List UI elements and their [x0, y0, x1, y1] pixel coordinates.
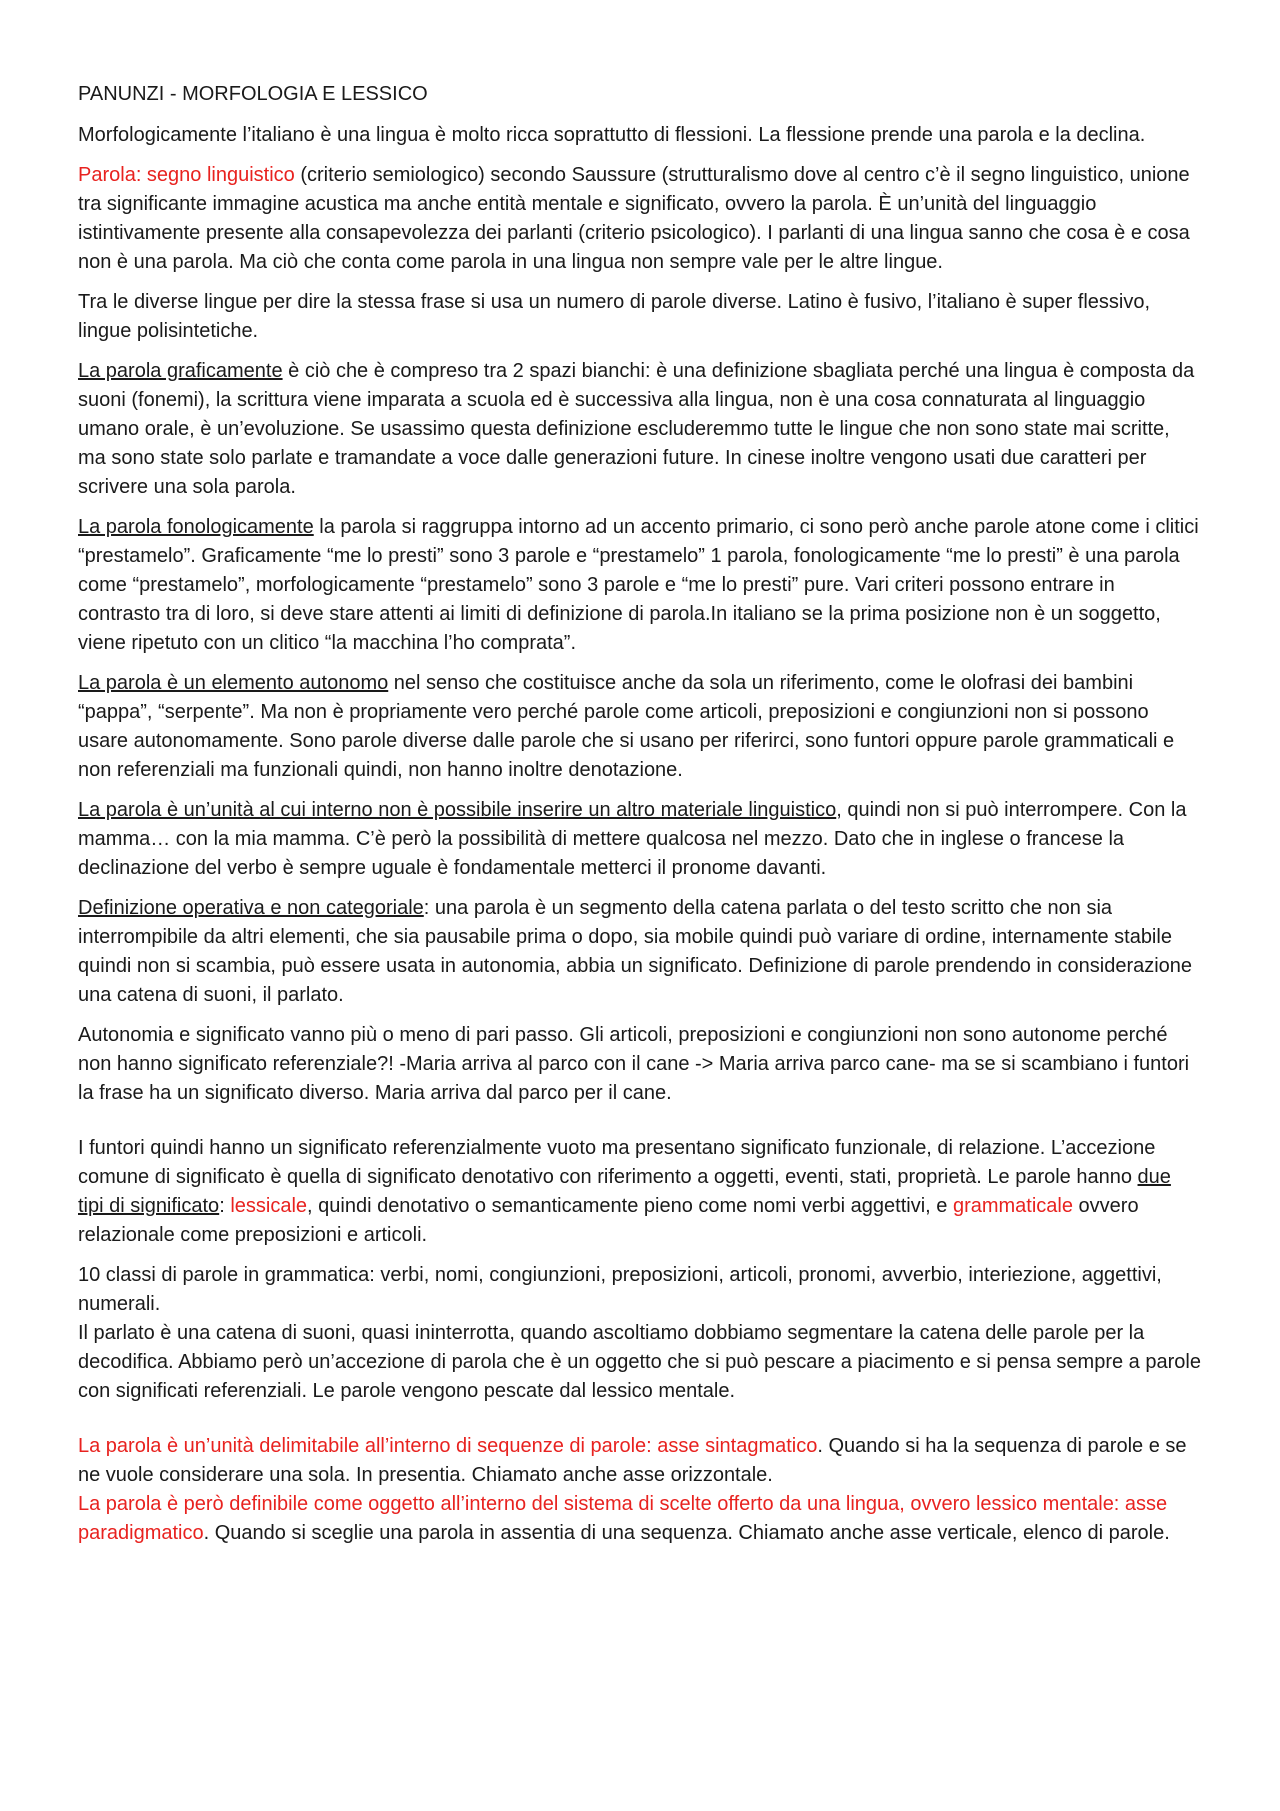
term-segno-linguistico: Parola: segno linguistico [78, 164, 295, 186]
term-asse-paradigmatico: La parola è però definibile come oggetto all’interno del sistema di scelte offerto da una lingua, ovvero lessico mentale: asse paradigmatico [78, 1493, 1168, 1544]
paragraph-segno-linguistico [78, 161, 1202, 277]
paragraph-funtori [78, 1134, 1202, 1250]
paragraph-autonomo [78, 669, 1202, 785]
document-page [78, 80, 1202, 1559]
term-grammaticale: grammaticale [952, 1195, 1073, 1217]
paragraph-text: , quindi denotativo o semanticamente pieno come nomi verbi aggettivi, e [307, 1195, 953, 1217]
paragraph-classi-parole: 10 classi di parole in grammatica: verbi, nomi, congiunzioni, preposizioni, articoli, pronomi, avverbio, interiezione, aggettivi, numerali. [78, 1264, 1162, 1315]
paragraph-text: I funtori quindi hanno un significato referenzialmente vuoto ma presentano significato funzionale, di relazione. L’accezione comune di significato è quella di significato denotativo con riferimento a oggetti, eventi, stati, proprietà. Le parole hanno [78, 1137, 1156, 1188]
paragraph-text: . Quando si sceglie una parola in assentia di una sequenza. Chiamato anche asse verticale, elenco di parole. [203, 1522, 1170, 1544]
paragraph-flessione: Morfologicamente l’italiano è una lingua è molto ricca soprattutto di flessioni. La flessione prende una parola e la declina. [78, 124, 1146, 146]
paragraph-autonomia-significato: Autonomia e significato vanno più o meno di pari passo. Gli articoli, preposizioni e congiunzioni non sono autonome perché non hanno significato referenziale?! -Maria arriva al parco con il cane -> Maria arriva parco cane- ma se si scambiano i funtori la frase ha un significato diverso. Maria arriva dal parco per il cane. [78, 1024, 1190, 1104]
document-title: PANUNZI - MORFOLOGIA E LESSICO [78, 83, 428, 105]
paragraph-asse-sintagmatico [78, 1432, 1202, 1490]
term-graficamente: La parola graficamente [78, 360, 283, 382]
term-due-tipi: due tipi di significato [78, 1166, 1171, 1217]
term-ininterrompibile: La parola è un’unità al cui interno non è possibile inserire un altro materiale linguistico [78, 799, 837, 821]
paragraph-parlato: Il parlato è una catena di suoni, quasi ininterrotta, quando ascoltiamo dobbiamo segmentare la catena delle parole per la decodifica. Abbiamo però un’accezione di parola che è un oggetto che si può pescare a piacimento e si pensa sempre a parole con significati referenziali. Le parole vengono pescate dal lessico mentale. [78, 1322, 1201, 1402]
paragraph-text: è ciò che è compreso tra 2 spazi bianchi: è una definizione sbagliata perché una lingua è composta da suoni (fonemi), la scrittura viene imparata a scuola ed è successiva alla lingua, non è una cosa connaturata al linguaggio umano orale, è un’evoluzione. Se usassimo questa definizione escluderemmo tutte le lingue che non sono state mai scritte, ma sono state solo parlate e tramandate a voce dalle generazioni future. In cinese inoltre vengono usati due caratteri per scrivere una sola parola. [78, 360, 1195, 498]
paragraph-text: . Quando si ha la sequenza di parole e se ne vuole considerare una sola. In presentia. Chiamato anche asse orizzontale. [78, 1435, 1187, 1486]
paragraph-text: ovvero relazionale come preposizioni e articoli. [78, 1195, 1139, 1246]
term-fonologicamente: La parola fonologicamente [78, 516, 314, 538]
term-definizione-operativa: Definizione operativa e non categoriale [78, 897, 424, 919]
paragraph-asse-paradigmatico [78, 1490, 1202, 1548]
term-lessicale: lessicale [230, 1195, 308, 1217]
paragraph-fonologicamente [78, 513, 1202, 658]
term-autonomo: La parola è un elemento autonomo [78, 672, 389, 694]
paragraph-text: , quindi non si può interrompere. Con la mamma… con la mia mamma. C’è però la possibilità di mettere qualcosa nel mezzo. Dato che in inglese o francese la declinazione del verbo è sempre uguale è fondamentale metterci il pronome davanti. [78, 799, 1187, 879]
term-asse-sintagmatico: La parola è un’unità delimitabile all’interno di sequenze di parole: asse sintagmatico [78, 1435, 818, 1457]
paragraph-text: (criterio semiologico) secondo Saussure (strutturalismo dove al centro c’è il segno linguistico, unione tra significante immagine acustica ma anche entità mentale e significato, ovvero la parola. È un’unità del linguaggio istintivamente presente alla consapevolezza dei parlanti (criterio psicologico). I parlanti di una lingua sanno che cosa è e cosa non è una parola. Ma ciò che conta come parola in una lingua non sempre vale per le altre lingue. [78, 164, 1190, 273]
paragraph-text: la parola si raggruppa intorno ad un accento primario, ci sono però anche parole atone come i clitici “prestamelo”. Graficamente “me lo presti” sono 3 parole e “prestamelo” 1 parola, fonologicamente “me lo presti” è una parola come “prestamelo”, morfologicamente “prestamelo” sono 3 parole e “me lo presti” pure. Vari criteri possono entrare in contrasto tra di loro, si deve stare attenti ai limiti di definizione di parola.In italiano se la prima posizione non è un soggetto, viene ripetuto con un clitico “la macchina l’ho comprata”. [78, 516, 1199, 654]
paragraph-definizione-operativa [78, 894, 1202, 1010]
paragraph-text: : [219, 1195, 231, 1217]
paragraph-lingue-diverse: Tra le diverse lingue per dire la stessa frase si usa un numero di parole diverse. Latino è fusivo, l’italiano è super flessivo, lingue polisintetiche. [78, 291, 1151, 342]
paragraph-ininterrompibile [78, 796, 1202, 883]
paragraph-graficamente [78, 357, 1202, 502]
paragraph-text: nel senso che costituisce anche da sola un riferimento, come le olofrasi dei bambini “pappa”, “serpente”. Ma non è propriamente vero perché parole come articoli, preposizioni e congiunzioni non si possono usare autonomamente. Sono parole diverse dalle parole che si usano per riferirci, sono funtori oppure parole grammaticali e non referenziali ma funzionali quindi, non hanno inoltre denotazione. [78, 672, 1175, 781]
paragraph-text: : una parola è un segmento della catena parlata o del testo scritto che non sia interrompibile da altri elementi, che sia pausabile prima o dopo, sia mobile quindi può variare di ordine, internamente stabile quindi non si scambia, può essere usata in autonomia, abbia un significato. Definizione di parole prendendo in considerazione una catena di suoni, il parlato. [78, 897, 1193, 1006]
